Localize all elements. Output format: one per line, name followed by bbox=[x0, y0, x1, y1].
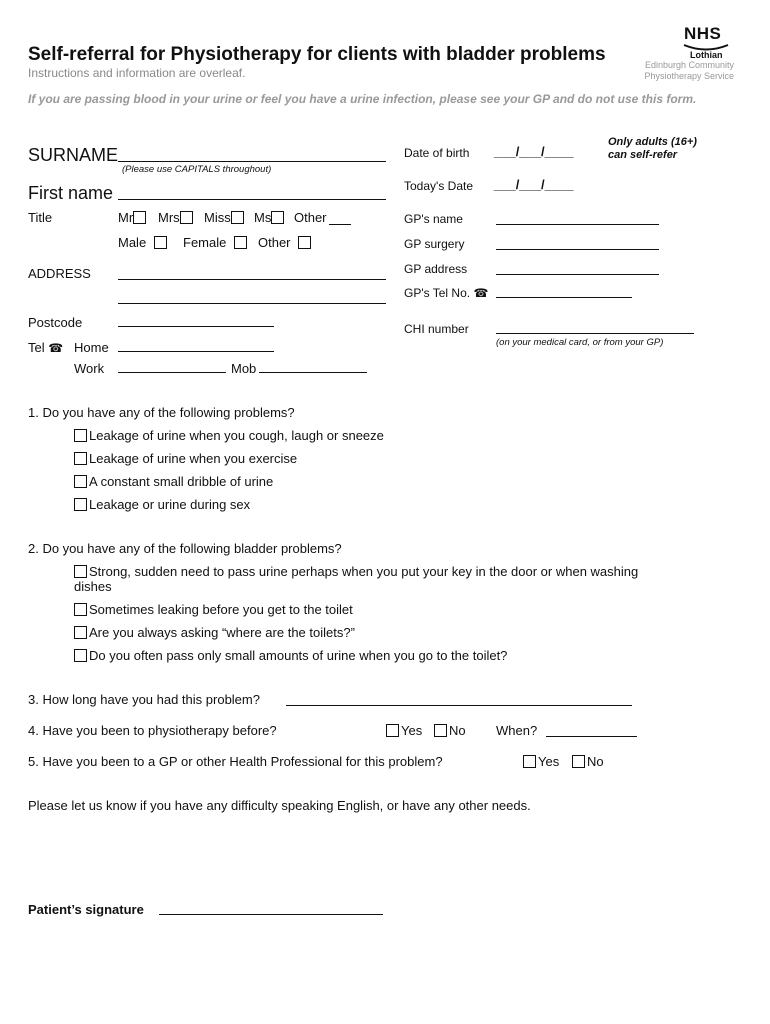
q5-no-checkbox[interactable] bbox=[572, 755, 585, 768]
q5-yes-label: Yes bbox=[538, 754, 560, 769]
title-mr-option[interactable] bbox=[118, 210, 148, 225]
gp-address-field[interactable] bbox=[496, 274, 659, 275]
question-4: 4. Have you been to physiotherapy before? bbox=[28, 723, 277, 738]
q4-no-checkbox[interactable] bbox=[434, 724, 447, 737]
other-needs-text: Please let us know if you have any difficulty speaking English, or have any other needs. bbox=[28, 798, 531, 813]
gender-other-checkbox[interactable] bbox=[298, 236, 311, 249]
postcode-label: Postcode bbox=[28, 315, 83, 330]
surname-label: SURNAME bbox=[28, 145, 119, 165]
home-phone-field[interactable] bbox=[118, 351, 274, 352]
gender-other-label: Other bbox=[258, 235, 291, 250]
title-miss-checkbox[interactable] bbox=[231, 211, 244, 224]
q4-when-label: When? bbox=[496, 723, 538, 738]
tel-label-group bbox=[28, 340, 63, 355]
q2-option-1-continued: dishes bbox=[74, 579, 112, 594]
gender-female-checkbox[interactable] bbox=[234, 236, 247, 249]
q2-option-1-checkbox[interactable] bbox=[74, 565, 87, 578]
title-other-option[interactable] bbox=[294, 210, 327, 225]
q2-option-1-label: Strong, sudden need to pass urine perhaps when you put your key in the door or when washing bbox=[89, 564, 639, 579]
gender-other-option[interactable] bbox=[258, 235, 313, 250]
gp-surgery-label: GP surgery bbox=[404, 237, 465, 251]
q1-option-3[interactable] bbox=[74, 474, 273, 489]
question-1: 1. Do you have any of the following problems? bbox=[28, 405, 295, 420]
q4-yes-option[interactable] bbox=[386, 723, 422, 738]
q4-yes-label: Yes bbox=[401, 723, 423, 738]
q5-yes-checkbox[interactable] bbox=[523, 755, 536, 768]
q2-option-3-label: Are you always asking “where are the toilets?” bbox=[89, 625, 355, 640]
dob-label: Date of birth bbox=[404, 146, 470, 160]
title-ms-option[interactable] bbox=[254, 210, 286, 225]
q1-option-3-checkbox[interactable] bbox=[74, 475, 87, 488]
q1-option-4-checkbox[interactable] bbox=[74, 498, 87, 511]
q3-answer-field[interactable] bbox=[286, 705, 632, 706]
chi-number-label: CHI number bbox=[404, 322, 469, 336]
q4-yes-checkbox[interactable] bbox=[386, 724, 399, 737]
q1-option-2-checkbox[interactable] bbox=[74, 452, 87, 465]
form-title: Self-referral for Physiotherapy for clients with bladder problems bbox=[28, 44, 606, 65]
chi-hint: (on your medical card, or from your GP) bbox=[496, 337, 664, 348]
title-ms-label: Ms bbox=[254, 210, 272, 225]
q2-option-4-label: Do you often pass only small amounts of urine when you go to the toilet? bbox=[89, 648, 508, 663]
gp-surgery-field[interactable] bbox=[496, 249, 659, 250]
adults-note-2: can self-refer bbox=[608, 149, 678, 161]
q1-option-2-label: Leakage of urine when you exercise bbox=[89, 451, 298, 466]
logo-line-1: Edinburgh Community bbox=[644, 60, 734, 70]
q4-no-option[interactable] bbox=[434, 723, 466, 738]
signature-field[interactable] bbox=[159, 914, 383, 915]
surname-field[interactable] bbox=[118, 161, 386, 162]
address-field-2[interactable] bbox=[118, 303, 386, 304]
question-2: 2. Do you have any of the following bladder problems? bbox=[28, 541, 342, 556]
postcode-field[interactable] bbox=[118, 326, 274, 327]
title-ms-checkbox[interactable] bbox=[271, 211, 284, 224]
address-field-1[interactable] bbox=[118, 279, 386, 280]
title-mrs-checkbox[interactable] bbox=[180, 211, 193, 224]
q5-no-label: No bbox=[587, 754, 604, 769]
title-label: Title bbox=[28, 210, 53, 225]
q2-option-2[interactable] bbox=[74, 602, 353, 617]
address-label: ADDRESS bbox=[28, 266, 91, 281]
firstname-field[interactable] bbox=[118, 199, 386, 200]
q2-option-1[interactable] bbox=[74, 564, 638, 579]
phone-icon: ☎ bbox=[48, 341, 64, 355]
gender-male-checkbox[interactable] bbox=[154, 236, 167, 249]
q1-option-4[interactable] bbox=[74, 497, 250, 512]
gp-name-field[interactable] bbox=[496, 224, 659, 225]
q1-option-2[interactable] bbox=[74, 451, 297, 466]
today-date-label: Today's Date bbox=[404, 179, 473, 193]
q2-option-4[interactable] bbox=[74, 648, 507, 663]
work-phone-field[interactable] bbox=[118, 372, 226, 373]
dob-field[interactable]: ___/___/____ bbox=[494, 144, 574, 159]
q2-option-4-checkbox[interactable] bbox=[74, 649, 87, 662]
title-miss-option[interactable] bbox=[204, 210, 246, 225]
adults-note-1: Only adults (16+) bbox=[608, 136, 697, 148]
gp-tel-label-group bbox=[404, 286, 488, 300]
nhs-logo-text: NHS bbox=[684, 24, 722, 43]
q4-no-label: No bbox=[449, 723, 466, 738]
q2-option-2-label: Sometimes leaking before you get to the toilet bbox=[89, 602, 353, 617]
nhs-logo bbox=[640, 22, 740, 82]
question-3: 3. How long have you had this problem? bbox=[28, 692, 260, 707]
title-other-field[interactable] bbox=[329, 224, 351, 225]
gp-tel-field[interactable] bbox=[496, 297, 632, 298]
q2-option-3[interactable] bbox=[74, 625, 355, 640]
mob-label: Mob bbox=[231, 361, 257, 376]
title-mrs-label: Mrs bbox=[158, 210, 180, 225]
gp-phone-icon: ☎ bbox=[473, 286, 489, 300]
today-date-field[interactable]: ___/___/____ bbox=[494, 177, 574, 192]
tel-label: Tel bbox=[28, 340, 45, 355]
mobile-phone-field[interactable] bbox=[259, 372, 367, 373]
q1-option-3-label: A constant small dribble of urine bbox=[89, 474, 274, 489]
title-mr-checkbox[interactable] bbox=[133, 211, 146, 224]
title-miss-label: Miss bbox=[204, 210, 231, 225]
q1-option-1-checkbox[interactable] bbox=[74, 429, 87, 442]
question-5: 5. Have you been to a GP or other Health Professional for this problem? bbox=[28, 754, 443, 769]
gp-name-label: GP's name bbox=[404, 212, 463, 226]
logo-line-2: Physiotherapy Service bbox=[644, 71, 734, 81]
title-mr-label: Mr bbox=[118, 210, 134, 225]
q5-yes-option[interactable] bbox=[523, 754, 559, 769]
q1-option-4-label: Leakage or urine during sex bbox=[89, 497, 251, 512]
gender-male-option[interactable] bbox=[118, 235, 169, 250]
gender-female-option[interactable] bbox=[183, 235, 249, 250]
firstname-label: First name bbox=[28, 183, 114, 203]
title-mrs-option[interactable] bbox=[158, 210, 195, 225]
q2-option-3-checkbox[interactable] bbox=[74, 626, 87, 639]
title-other-label: Other bbox=[294, 210, 327, 225]
gp-tel-label: GP's Tel No. bbox=[404, 286, 471, 300]
q2-option-2-checkbox[interactable] bbox=[74, 603, 87, 616]
q4-when-field[interactable] bbox=[546, 736, 637, 737]
gp-address-label: GP address bbox=[404, 262, 468, 276]
warning-text: If you are passing blood in your urine or feel you have a urine infection, please see your GP and do not use this form. bbox=[28, 92, 697, 106]
q1-option-1-label: Leakage of urine when you cough, laugh or sneeze bbox=[89, 428, 384, 443]
home-label: Home bbox=[74, 340, 109, 355]
work-label: Work bbox=[74, 361, 105, 376]
surname-hint: (Please use CAPITALS throughout) bbox=[122, 164, 272, 175]
nhs-region: Lothian bbox=[690, 50, 723, 60]
gender-male-label: Male bbox=[118, 235, 147, 250]
q1-option-1[interactable] bbox=[74, 428, 384, 443]
form-subtitle: Instructions and information are overleaf. bbox=[28, 66, 246, 80]
signature-label: Patient’s signature bbox=[28, 902, 144, 917]
gender-female-label: Female bbox=[183, 235, 227, 250]
chi-number-field[interactable] bbox=[496, 333, 694, 334]
q5-no-option[interactable] bbox=[572, 754, 604, 769]
